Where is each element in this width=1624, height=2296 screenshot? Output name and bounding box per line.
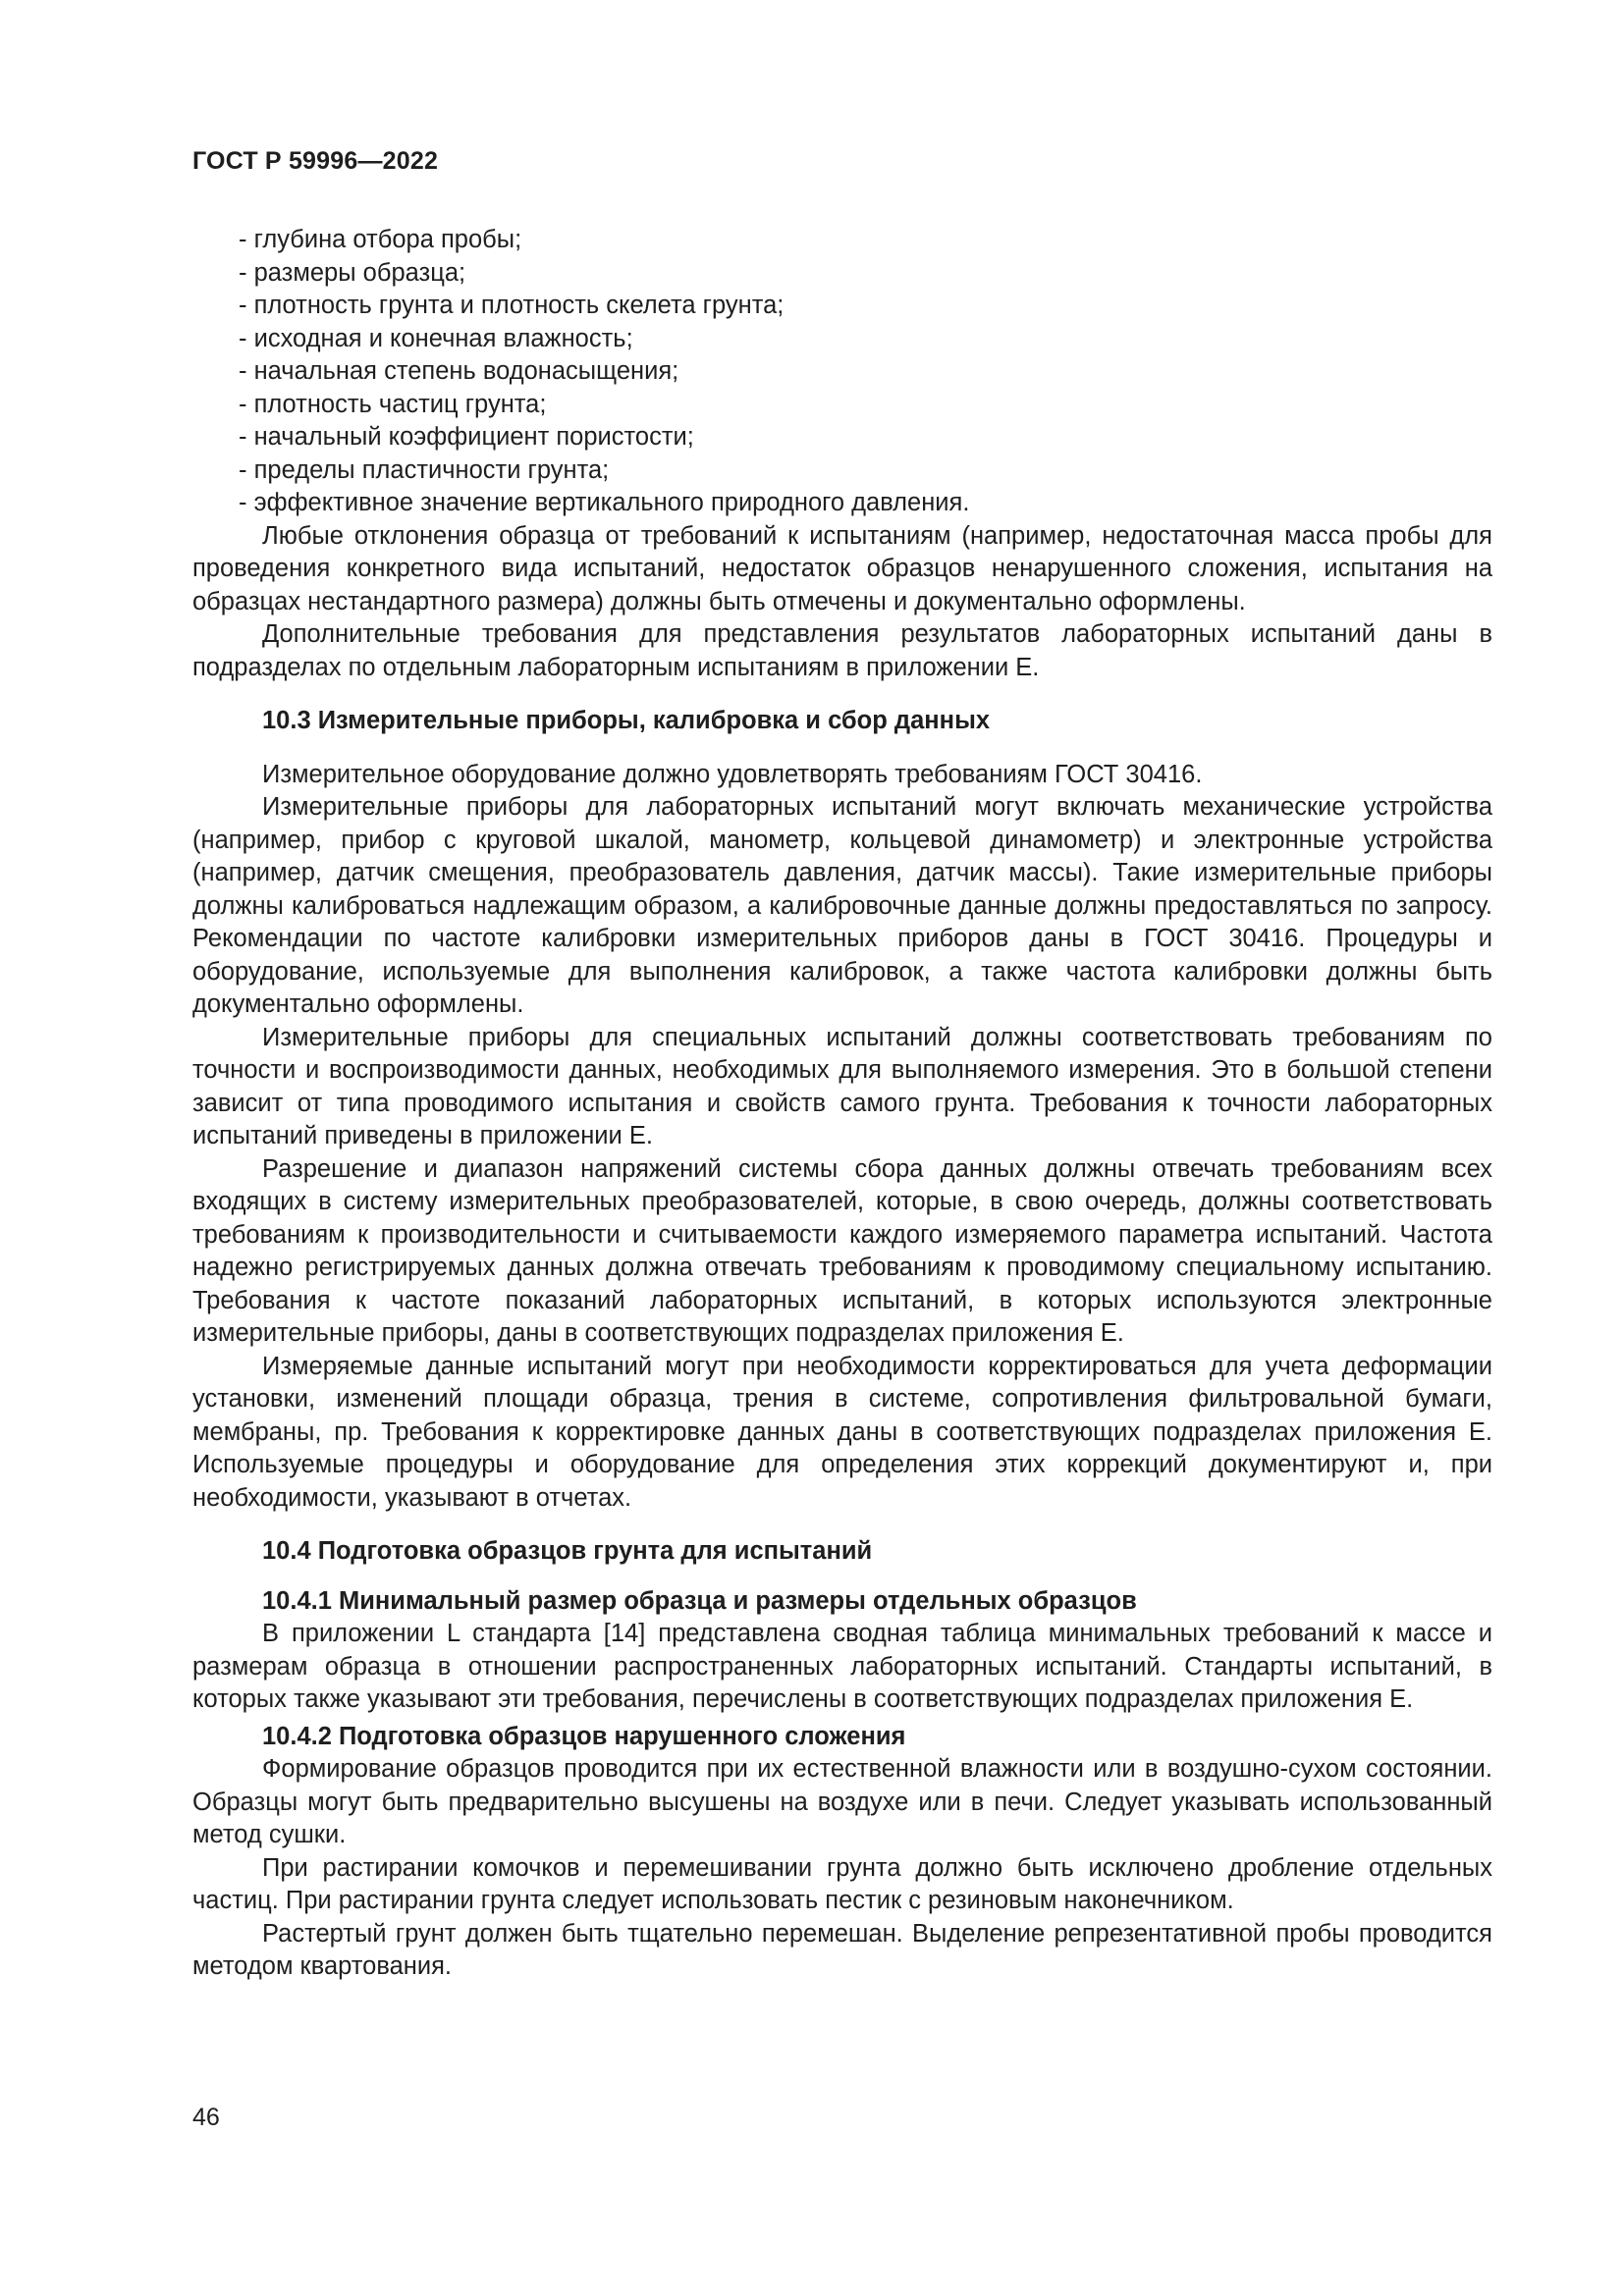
paragraph: Дополнительные требования для представления результатов лабораторных испытаний даны в подразделах по отдельным лабораторным испытаниям в приложении Е. xyxy=(192,620,1492,681)
section-heading-10-3: 10.3 Измерительные приборы, калибровка и сбор данных xyxy=(262,707,991,734)
page-content xyxy=(192,224,1492,1984)
list-item: - плотность частиц грунта; xyxy=(239,390,547,418)
page-number: 46 xyxy=(192,2104,220,2131)
paragraph: Измерительные приборы для лабораторных испытаний могут включать механические устройства (например, прибор с круговой шкалой, манометр, кольцевой динамометр) и электронные устройства (например, датчик смещения, преобразователь давления, датчик массы). Такие измерительные приборы должны калиброваться надлежащим образом, а калибровочные данные должны предоставляться по запросу. Рекомендации по частоте калибровки измерительных приборов даны в ГОСТ 30416. Процедуры и оборудование, используемые для выполнения калибровок, а также частота калибровки должны быть документально оформлены. xyxy=(192,793,1492,1018)
paragraph: Разрешение и диапазон напряжений системы сбора данных должны отвечать требованиям всех входящих в систему измерительных преобразователей, которые, в свою очередь, должны соответствовать требованиям к производительности и считываемости каждого измеряемого параметра испытаний. Частота надежно регистрируемых данных должна отвечать требованиям к проводимому специальному испытанию. Требования к частоте показаний лабораторных испытаний, в которых используются электронные измерительные приборы, даны в соответствующих подразделах приложения Е. xyxy=(192,1154,1492,1347)
list-item: - пределы пластичности грунта; xyxy=(239,455,610,484)
list-item: - эффективное значение вертикального природного давления. xyxy=(239,489,970,516)
list-item: - плотность грунта и плотность скелета грунта; xyxy=(239,292,785,319)
paragraph: В приложении L стандарта [14] представлена сводная таблица минимальных требований к массе и размерам образца в отношении распространенных лабораторных испытаний. Стандарты испытаний, в которых также указывают эти требования, перечислены в соответствующих подразделах приложения Е. xyxy=(192,1620,1492,1713)
section-heading-10-4: 10.4 Подготовка образцов грунта для испытаний xyxy=(262,1537,873,1565)
paragraph: Измерительные приборы для специальных испытаний должны соответствовать требованиям по точности и воспроизводимости данных, необходимых для выполняемого измерения. Это в большой степени зависит от типа проводимого испытания и свойств самого грунта. Требования к точности лабораторных испытаний приведены в приложении Е. xyxy=(192,1023,1492,1149)
bullet-list xyxy=(192,224,1492,520)
list-item: - начальный коэффициент пористости; xyxy=(239,423,694,451)
document-header: ГОСТ Р 59996—2022 xyxy=(192,147,439,175)
paragraph: Измерительное оборудование должно удовлетворять требованиям ГОСТ 30416. xyxy=(262,760,1203,788)
list-item: - глубина отбора пробы; xyxy=(239,226,522,253)
list-item: - размеры образца; xyxy=(239,258,466,287)
paragraph: Измеряемые данные испытаний могут при необходимости корректироваться для учета деформации установки, изменений площади образца, трения в системе, сопротивления фильтровальной бумаги, мембраны, пр. Требования к корректировке данных даны в соответствующих подразделах приложения Е. Используемые процедуры и оборудование для определения этих коррекций документируют и, при необходимости, указывают в отчетах. xyxy=(192,1352,1492,1512)
list-item: - исходная и конечная влажность; xyxy=(239,324,633,352)
paragraph: Формирование образцов проводится при их естественной влажности или в воздушно-сухом состоянии. Образцы могут быть предварительно высушены на воздухе или в печи. Следует указывать использованный метод сушки. xyxy=(192,1755,1492,1848)
paragraph: Растертый грунт должен быть тщательно перемешан. Выделение репрезентативной пробы проводится методом квартования. xyxy=(192,1919,1492,1980)
subsection-heading-10-4-2: 10.4.2 Подготовка образцов нарушенного сложения xyxy=(262,1722,906,1750)
list-item: - начальная степень водонасыщения; xyxy=(239,357,679,385)
subsection-heading-10-4-1: 10.4.1 Минимальный размер образца и размеры отдельных образцов xyxy=(262,1586,1137,1615)
paragraph: Любые отклонения образца от требований к испытаниям (например, недостаточная масса пробы для проведения конкретного вида испытаний, недостаток образцов ненарушенного сложения, испытания на образцах нестандартного размера) должны быть отмечены и документально оформлены. xyxy=(192,521,1492,615)
paragraph: При растирании комочков и перемешивании грунта должно быть исключено дробление отдельных частиц. При растирании грунта следует использовать пестик с резиновым наконечником. xyxy=(192,1853,1492,1914)
